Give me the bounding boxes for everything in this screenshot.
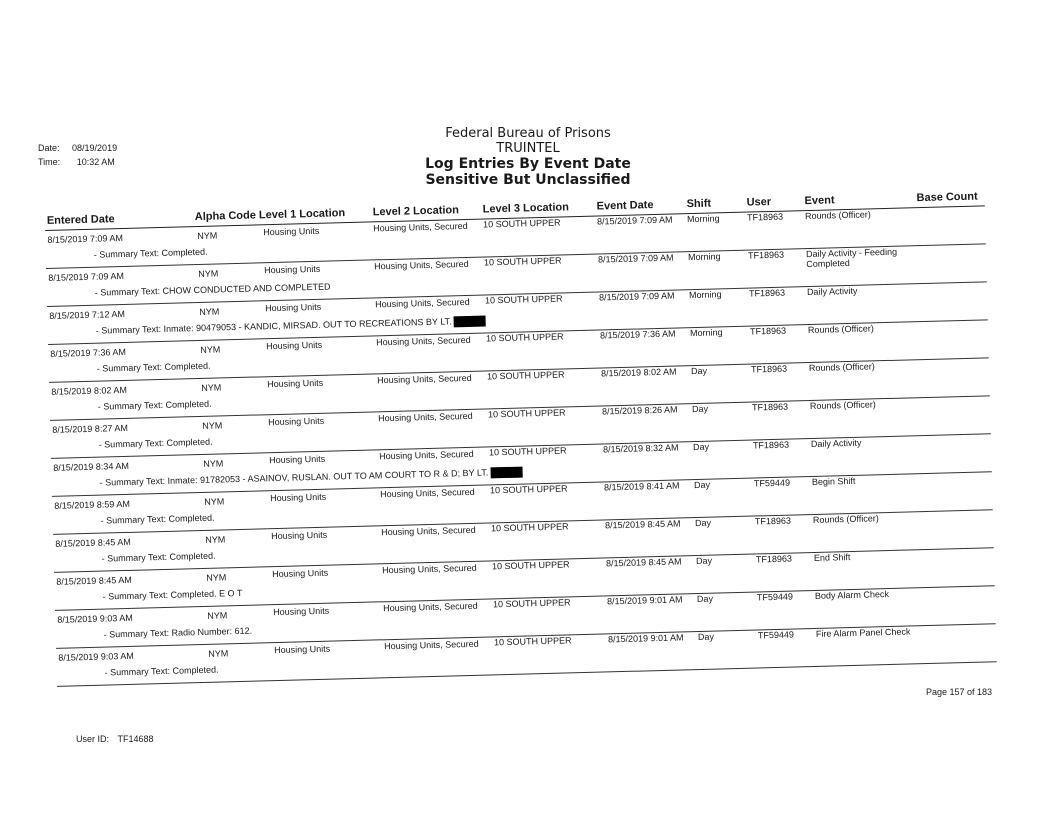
col-alpha-level1: Alpha Code Level 1 Location <box>194 207 346 224</box>
cell-event-date: 8/15/2019 8:32 AM <box>602 442 679 455</box>
cell-event: Rounds (Officer) <box>808 361 875 374</box>
cell-shift: Day <box>697 631 715 643</box>
cell-event: Rounds (Officer) <box>812 513 879 525</box>
cell-level3: 10 SOUTH UPPER <box>488 445 567 458</box>
cell-level1: Housing Units <box>264 263 321 276</box>
cell-entered-date: 8/15/2019 8:34 AM <box>53 460 129 473</box>
cell-level1: Housing Units <box>273 605 330 618</box>
cell-user: TF18963 <box>755 553 793 565</box>
cell-user: TF18963 <box>754 515 792 527</box>
cell-event: End Shift <box>813 552 851 563</box>
cell-shift: Day <box>690 365 708 377</box>
title-report: Log Entries By Event Date <box>425 156 631 172</box>
cell-level2: Housing Units, Secured <box>373 220 468 234</box>
cell-level3: 10 SOUTH UPPER <box>489 483 568 496</box>
cell-entered-date: 8/15/2019 7:09 AM <box>47 232 124 245</box>
cell-event: Daily Activity - Feeding Completed <box>805 246 898 270</box>
cell-level1: Housing Units <box>265 301 322 314</box>
cell-event-date: 8/15/2019 8:45 AM <box>604 518 681 531</box>
cell-alpha-code: NYM <box>197 230 218 242</box>
title-agency: Federal Bureau of Prisons <box>445 126 611 141</box>
cell-entered-date: 8/15/2019 8:45 AM <box>56 574 132 587</box>
cell-alpha-code: NYM <box>206 572 227 583</box>
cell-summary: - Summary Text: Completed. <box>104 664 219 678</box>
cell-event-date: 8/15/2019 8:02 AM <box>600 366 677 379</box>
cell-entered-date: 8/15/2019 9:03 AM <box>57 612 133 625</box>
col-event: Event <box>804 194 835 208</box>
cell-level2: Housing Units, Secured <box>380 486 475 500</box>
cell-summary: - Summary Text: Completed. <box>97 398 212 412</box>
cell-level1: Housing Units <box>268 415 325 428</box>
cell-level1: Housing Units <box>267 377 324 390</box>
cell-summary: - Summary Text: Completed. <box>101 550 216 564</box>
cell-user: TF18963 <box>752 439 790 451</box>
redaction-box <box>453 316 485 328</box>
cell-level1: Housing Units <box>271 529 328 542</box>
cell-level3: 10 SOUTH UPPER <box>492 597 571 610</box>
title-system: TRUINTEL <box>496 141 560 156</box>
cell-event: Rounds (Officer) <box>804 209 871 222</box>
cell-event-date: 8/15/2019 7:36 AM <box>599 328 676 341</box>
cell-entered-date: 8/15/2019 8:45 AM <box>55 536 131 549</box>
user-id-value: TF14688 <box>117 734 154 744</box>
cell-event-date: 8/15/2019 7:09 AM <box>596 214 673 227</box>
col-event-date: Event Date <box>596 199 654 213</box>
cell-summary: - Summary Text: Completed. <box>93 246 208 260</box>
cell-entered-date: 8/15/2019 9:03 AM <box>58 650 134 663</box>
cell-summary: - Summary Text: Completed. E O T <box>102 587 243 602</box>
cell-alpha-code: NYM <box>205 534 226 545</box>
cell-alpha-code: NYM <box>207 610 228 621</box>
cell-shift: Morning <box>689 327 723 339</box>
cell-level2: Housing Units, Secured <box>381 562 477 576</box>
cell-event-date: 8/15/2019 9:01 AM <box>606 594 683 607</box>
cell-shift: Day <box>691 403 709 415</box>
cell-shift: Day <box>693 479 711 491</box>
title-classification: Sensitive But Unclassified <box>425 172 631 188</box>
cell-summary: - Summary Text: Inmate: 90479053 - KANDIC, MIRSAD. OUT TO RECREATIONS BY LT. <box>96 315 486 336</box>
cell-shift: Day <box>695 555 713 567</box>
user-id <box>76 734 154 744</box>
cell-event-date: 8/15/2019 9:01 AM <box>607 632 684 645</box>
cell-level1: Housing Units <box>269 453 326 466</box>
cell-event-date: 8/15/2019 8:26 AM <box>601 404 678 417</box>
cell-summary: - Summary Text: CHOW CONDUCTED AND COMPLETED <box>94 281 331 298</box>
cell-level3: 10 SOUTH UPPER <box>482 217 561 230</box>
cell-level3: 10 SOUTH UPPER <box>487 407 566 420</box>
cell-alpha-code: NYM <box>202 420 223 431</box>
cell-level3: 10 SOUTH UPPER <box>485 331 564 344</box>
cell-summary: - Summary Text: Completed. <box>98 436 213 450</box>
cell-level2: Housing Units, Secured <box>382 600 478 614</box>
table-body <box>45 206 997 686</box>
cell-level2: Housing Units, Secured <box>375 296 470 310</box>
cell-alpha-code: NYM <box>208 648 229 659</box>
cell-shift: Morning <box>686 213 720 225</box>
cell-level2: Housing Units, Secured <box>378 410 473 424</box>
cell-level1: Housing Units <box>272 567 329 580</box>
cell-user: TF18963 <box>747 249 785 261</box>
cell-alpha-code: NYM <box>198 268 219 279</box>
cell-entered-date: 8/15/2019 8:27 AM <box>52 422 129 435</box>
cell-event: Rounds (Officer) <box>809 399 876 412</box>
cell-event-date: 8/15/2019 7:09 AM <box>598 290 675 303</box>
cell-level3: 10 SOUTH UPPER <box>490 521 569 534</box>
cell-level2: Housing Units, Secured <box>383 638 479 652</box>
cell-level1: Housing Units <box>266 339 323 352</box>
page-number: Page 157 of 183 <box>926 687 993 697</box>
cell-event-date: 8/15/2019 7:09 AM <box>597 252 674 265</box>
cell-user: TF18963 <box>751 401 789 413</box>
cell-shift: Morning <box>688 289 722 301</box>
cell-shift: Day <box>692 441 710 453</box>
cell-event: Daily Activity <box>806 285 858 298</box>
cell-level2: Housing Units, Secured <box>380 524 476 538</box>
time-label: Time: <box>38 157 61 167</box>
cell-level1: Housing Units <box>274 643 331 656</box>
cell-user: TF18963 <box>749 325 787 337</box>
cell-event: Fire Alarm Panel Check <box>815 626 911 639</box>
cell-user: TF59449 <box>757 629 795 641</box>
cell-event: Begin Shift <box>811 475 856 487</box>
cell-level2: Housing Units, Secured <box>379 448 474 462</box>
date-value: 08/19/2019 <box>72 143 118 153</box>
cell-level3: 10 SOUTH UPPER <box>486 369 565 382</box>
cell-alpha-code: NYM <box>199 306 220 317</box>
cell-event: Rounds (Officer) <box>807 323 874 336</box>
cell-event-date: 8/15/2019 8:45 AM <box>605 556 682 569</box>
time-value: 10:32 AM <box>76 157 115 167</box>
cell-level3: 10 SOUTH UPPER <box>491 559 570 572</box>
cell-entered-date: 8/15/2019 8:59 AM <box>54 498 130 511</box>
cell-entered-date: 8/15/2019 8:02 AM <box>51 384 128 397</box>
col-level2: Level 2 Location <box>372 204 460 219</box>
cell-level2: Housing Units, Secured <box>376 334 471 348</box>
cell-event: Daily Activity <box>810 437 862 450</box>
cell-level2: Housing Units, Secured <box>374 258 469 272</box>
cell-user: TF18963 <box>748 287 786 299</box>
cell-summary: - Summary Text: Radio Number: 612. <box>103 625 253 640</box>
cell-shift: Morning <box>687 251 721 263</box>
cell-entered-date: 8/15/2019 7:12 AM <box>49 308 126 321</box>
cell-level1: Housing Units <box>263 225 320 238</box>
cell-level2: Housing Units, Secured <box>377 372 472 386</box>
log-table <box>44 163 997 686</box>
cell-level3: 10 SOUTH UPPER <box>493 635 572 648</box>
cell-level3: 10 SOUTH UPPER <box>484 293 563 306</box>
user-id-label: User ID: <box>76 734 110 744</box>
cell-summary: - Summary Text: Completed. <box>100 512 215 526</box>
cell-alpha-code: NYM <box>203 458 224 469</box>
col-entered-date: Entered Date <box>46 213 115 227</box>
cell-summary: - Summary Text: Completed. <box>96 360 211 374</box>
cell-entered-date: 8/15/2019 7:36 AM <box>50 346 127 359</box>
cell-alpha-code: NYM <box>201 382 222 393</box>
cell-shift: Day <box>694 517 712 529</box>
col-user: User <box>746 195 772 209</box>
cell-user: TF59449 <box>753 477 791 489</box>
date-label: Date: <box>38 143 60 153</box>
redaction-box <box>490 467 522 479</box>
cell-user: TF18963 <box>746 211 784 223</box>
cell-event-date: 8/15/2019 8:41 AM <box>603 480 680 493</box>
cell-entered-date: 8/15/2019 7:09 AM <box>48 270 125 283</box>
cell-shift: Day <box>696 593 714 605</box>
cell-user: TF59449 <box>756 591 794 603</box>
cell-level1: Housing Units <box>270 491 327 504</box>
col-base-count: Base Count <box>916 190 978 205</box>
cell-alpha-code: NYM <box>200 344 221 355</box>
cell-level3: 10 SOUTH UPPER <box>483 255 562 268</box>
col-level3: Level 3 Location <box>482 201 570 216</box>
cell-summary: - Summary Text: Inmate: 91782053 - ASAINOV, RUSLAN. OUT TO AM COURT TO R & D; BY LT. <box>100 467 523 489</box>
col-shift: Shift <box>686 197 712 211</box>
cell-alpha-code: NYM <box>204 496 225 507</box>
cell-user: TF18963 <box>750 363 788 375</box>
cell-event: Body Alarm Check <box>814 589 890 601</box>
